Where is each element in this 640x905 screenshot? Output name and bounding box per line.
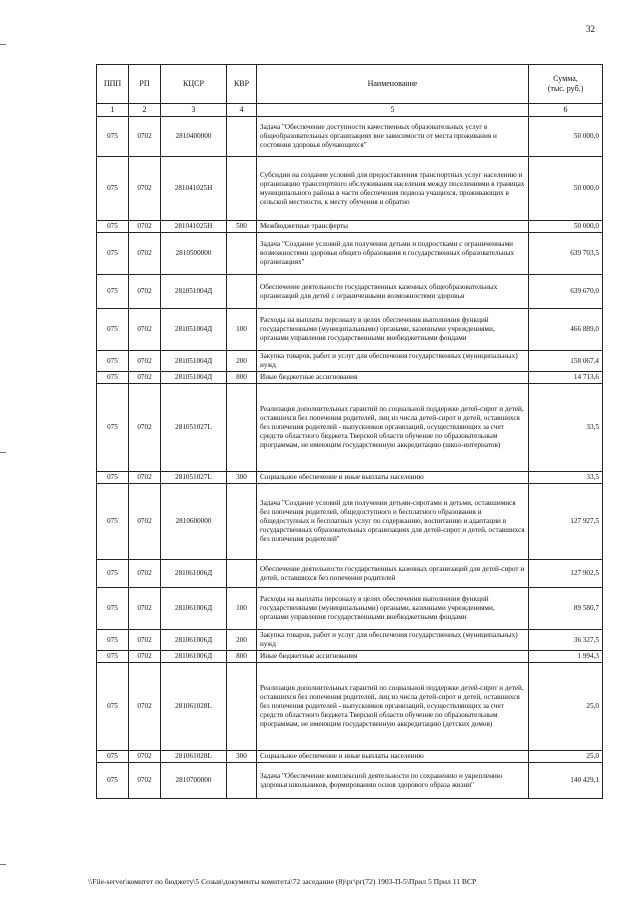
rp-cell: 0702	[129, 484, 161, 560]
kcsr-cell: 281051004Д	[161, 372, 227, 384]
table-row	[97, 233, 603, 275]
kcsr-cell: 2810500000	[161, 233, 227, 275]
kcsr-cell: 281051027L	[161, 472, 227, 484]
rp-cell: 0702	[129, 751, 161, 763]
sum-cell: 33,5	[529, 384, 603, 472]
table-row	[97, 157, 603, 221]
table-row	[97, 751, 603, 763]
kvr-cell	[227, 117, 257, 157]
kcsr-cell: 281051004Д	[161, 309, 227, 351]
rp-cell: 0702	[129, 221, 161, 233]
name-cell: Задача "Создание условий для получения детьми-сиротами и детьми, оставшимися без попечения родителей, общедоступного и бесплатного образования и общедоступных и бесплатных услуг по содержанию, воспитанию и адаптации в государственных образовательных организациях для детей-сирот и детей, оставшихся без попечения родителей"	[257, 484, 529, 560]
rp-cell: 0702	[129, 233, 161, 275]
table-row	[97, 663, 603, 751]
sum-cell: 50 000,0	[529, 221, 603, 233]
table-row	[97, 651, 603, 663]
sum-cell: 36 327,5	[529, 630, 603, 651]
sum-cell: 25,0	[529, 663, 603, 751]
ppp-cell: 075	[97, 763, 129, 799]
kvr-cell	[227, 384, 257, 472]
kvr-cell: 100	[227, 588, 257, 630]
kvr-cell: 100	[227, 309, 257, 351]
file-path-footer: \\File-server\комитет по бюджету\5 Созыв\документы комитета\72 заседание (8)\рг\рг(72) 1903-П-5\Прил 5 Прил 11 ВСР	[88, 877, 477, 886]
kvr-cell: 300	[227, 751, 257, 763]
kvr-cell: 200	[227, 630, 257, 651]
table-row	[97, 560, 603, 588]
rp-cell: 0702	[129, 560, 161, 588]
page-number: 32	[586, 24, 595, 34]
ppp-cell: 075	[97, 663, 129, 751]
table-row	[97, 763, 603, 799]
kvr-cell	[227, 560, 257, 588]
rp-cell: 0702	[129, 157, 161, 221]
margin-mark	[0, 452, 6, 453]
ppp-cell: 075	[97, 751, 129, 763]
kcsr-cell: 281051027L	[161, 384, 227, 472]
table-row	[97, 275, 603, 309]
rp-cell: 0702	[129, 275, 161, 309]
ppp-cell: 075	[97, 233, 129, 275]
ppp-cell: 075	[97, 372, 129, 384]
kvr-cell: 800	[227, 372, 257, 384]
kvr-cell	[227, 663, 257, 751]
sum-cell: 639 670,0	[529, 275, 603, 309]
kcsr-cell: 281041025Н	[161, 157, 227, 221]
margin-mark	[0, 44, 6, 45]
sum-cell: 639 703,5	[529, 233, 603, 275]
column-header: РП	[129, 65, 161, 104]
table-row	[97, 309, 603, 351]
ppp-cell: 075	[97, 651, 129, 663]
name-cell: Иные бюджетные ассигнования	[257, 372, 529, 384]
ppp-cell: 075	[97, 157, 129, 221]
rp-cell: 0702	[129, 763, 161, 799]
kcsr-cell: 281061028L	[161, 751, 227, 763]
rp-cell: 0702	[129, 630, 161, 651]
column-number: 5	[257, 104, 529, 117]
kcsr-cell: 281061006Д	[161, 651, 227, 663]
rp-cell: 0702	[129, 663, 161, 751]
table-row	[97, 384, 603, 472]
ppp-cell: 075	[97, 588, 129, 630]
kvr-cell	[227, 484, 257, 560]
column-header: Сумма, (тыс. руб.)	[529, 65, 603, 104]
column-header: КВР	[227, 65, 257, 104]
sum-cell: 466 889,0	[529, 309, 603, 351]
table-row	[97, 588, 603, 630]
kvr-cell: 200	[227, 351, 257, 372]
ppp-cell: 075	[97, 560, 129, 588]
sum-cell: 1 994,3	[529, 651, 603, 663]
column-number: 3	[161, 104, 227, 117]
kvr-cell	[227, 157, 257, 221]
name-cell: Расходы на выплаты персоналу в целях обеспечения выполнения функций государственными (муниципальными) органами, казенными учреждениями, органами управления государственными внебюджетными фондами	[257, 309, 529, 351]
kcsr-cell: 281041025Н	[161, 221, 227, 233]
kvr-cell	[227, 233, 257, 275]
kvr-cell	[227, 275, 257, 309]
table-row	[97, 117, 603, 157]
ppp-cell: 075	[97, 472, 129, 484]
header-row	[97, 65, 603, 104]
ppp-cell: 075	[97, 630, 129, 651]
kvr-cell	[227, 763, 257, 799]
sum-cell: 140 429,1	[529, 763, 603, 799]
table-body	[97, 117, 603, 799]
kcsr-cell: 2810400000	[161, 117, 227, 157]
table-row	[97, 630, 603, 651]
kcsr-cell: 281061006Д	[161, 560, 227, 588]
name-cell: Межбюджетные трансферты	[257, 221, 529, 233]
column-number-row	[97, 104, 603, 117]
table-row	[97, 484, 603, 560]
kcsr-cell: 281051004Д	[161, 275, 227, 309]
kcsr-cell: 281061006Д	[161, 588, 227, 630]
name-cell: Закупка товаров, работ и услуг для обеспечения государственных (муниципальных) нужд	[257, 630, 529, 651]
name-cell: Задача "Создание условий для получения детьми и подростками с ограниченными возможностями здоровья общего образования в государственных образовательных организациях"	[257, 233, 529, 275]
name-cell: Реализация дополнительных гарантий по социальной поддержке детей-сирот и детей, оставшихся без попечения родителей, лиц из числа детей-сирот и детей, оставшихся без попечения родителей - выпускников организаций, осуществляющих за счет средств областного бюджета Тверской области обучение по образовательным программам, не имеющим государственную аккредитацию (детских домов)	[257, 663, 529, 751]
sum-cell: 127 902,5	[529, 560, 603, 588]
sum-cell: 158 067,4	[529, 351, 603, 372]
column-number: 4	[227, 104, 257, 117]
ppp-cell: 075	[97, 309, 129, 351]
kcsr-cell: 281061028L	[161, 663, 227, 751]
kvr-cell: 300	[227, 472, 257, 484]
column-header: ППП	[97, 65, 129, 104]
name-cell: Расходы на выплаты персоналу в целях обеспечения выполнения функций государственными (муниципальными) органами, казенными учреждениями, органами управления государственными внебюджетными фондами	[257, 588, 529, 630]
name-cell: Реализация дополнительных гарантий по социальной поддержке детей-сирот и детей, оставшихся без попечения родителей, лиц из числа детей-сирот и детей, оставшихся без попечения родителей - выпускников организаций, осуществляющих за счет средств областного бюджета Тверской области обучение по образовательным программам, не имеющим государственную аккредитацию (школ-интернатов)	[257, 384, 529, 472]
column-header: Наименование	[257, 65, 529, 104]
column-number: 1	[97, 104, 129, 117]
kcsr-cell: 281061006Д	[161, 630, 227, 651]
sum-cell: 33,5	[529, 472, 603, 484]
sum-cell: 25,0	[529, 751, 603, 763]
name-cell: Задача "Обеспечение комплексной деятельности по сохранению и укреплению здоровья школьников, формированию основ здорового образа жизни"	[257, 763, 529, 799]
name-cell: Социальное обеспечение и иные выплаты населению	[257, 751, 529, 763]
sum-cell: 14 713,6	[529, 372, 603, 384]
name-cell: Субсидии на создание условий для предоставления транспортных услуг населению и организацию транспортного обслуживания населения между поселениями в границах муниципального района в части обеспечения подвоза учащихся, проживающих в сельской местности, к месту обучения и обратно	[257, 157, 529, 221]
kvr-cell: 500	[227, 221, 257, 233]
sum-cell: 50 000,0	[529, 117, 603, 157]
name-cell: Обеспечение деятельности государственных казенных общеобразовательных организаций для детей с ограниченными возможностями здоровья	[257, 275, 529, 309]
ppp-cell: 075	[97, 221, 129, 233]
ppp-cell: 075	[97, 484, 129, 560]
ppp-cell: 075	[97, 384, 129, 472]
margin-mark	[0, 864, 6, 865]
budget-table	[96, 64, 603, 799]
name-cell: Социальное обеспечение и иные выплаты населению	[257, 472, 529, 484]
rp-cell: 0702	[129, 372, 161, 384]
rp-cell: 0702	[129, 384, 161, 472]
column-header: КЦСР	[161, 65, 227, 104]
rp-cell: 0702	[129, 309, 161, 351]
table-row	[97, 221, 603, 233]
name-cell: Иные бюджетные ассигнования	[257, 651, 529, 663]
kcsr-cell: 2810600000	[161, 484, 227, 560]
ppp-cell: 075	[97, 351, 129, 372]
kcsr-cell: 2810700000	[161, 763, 227, 799]
name-cell: Задача "Обеспечение доступности качественных образовательных услуг в общеобразовательных организациях вне зависимости от места проживания и состояния здоровья обучающихся"	[257, 117, 529, 157]
ppp-cell: 075	[97, 117, 129, 157]
name-cell: Обеспечение деятельности государственных казенных организаций для детей-сирот и детей, оставшихся без попечения родителей	[257, 560, 529, 588]
column-number: 2	[129, 104, 161, 117]
column-number: 6	[529, 104, 603, 117]
kvr-cell: 800	[227, 651, 257, 663]
sum-cell: 89 580,7	[529, 588, 603, 630]
name-cell: Закупка товаров, работ и услуг для обеспечения государственных (муниципальных) нужд	[257, 351, 529, 372]
sum-cell: 127 927,5	[529, 484, 603, 560]
table-row	[97, 372, 603, 384]
kcsr-cell: 281051004Д	[161, 351, 227, 372]
ppp-cell: 075	[97, 275, 129, 309]
rp-cell: 0702	[129, 351, 161, 372]
rp-cell: 0702	[129, 117, 161, 157]
rp-cell: 0702	[129, 651, 161, 663]
rp-cell: 0702	[129, 588, 161, 630]
table-row	[97, 351, 603, 372]
rp-cell: 0702	[129, 472, 161, 484]
table-row	[97, 472, 603, 484]
sum-cell: 50 000,0	[529, 157, 603, 221]
